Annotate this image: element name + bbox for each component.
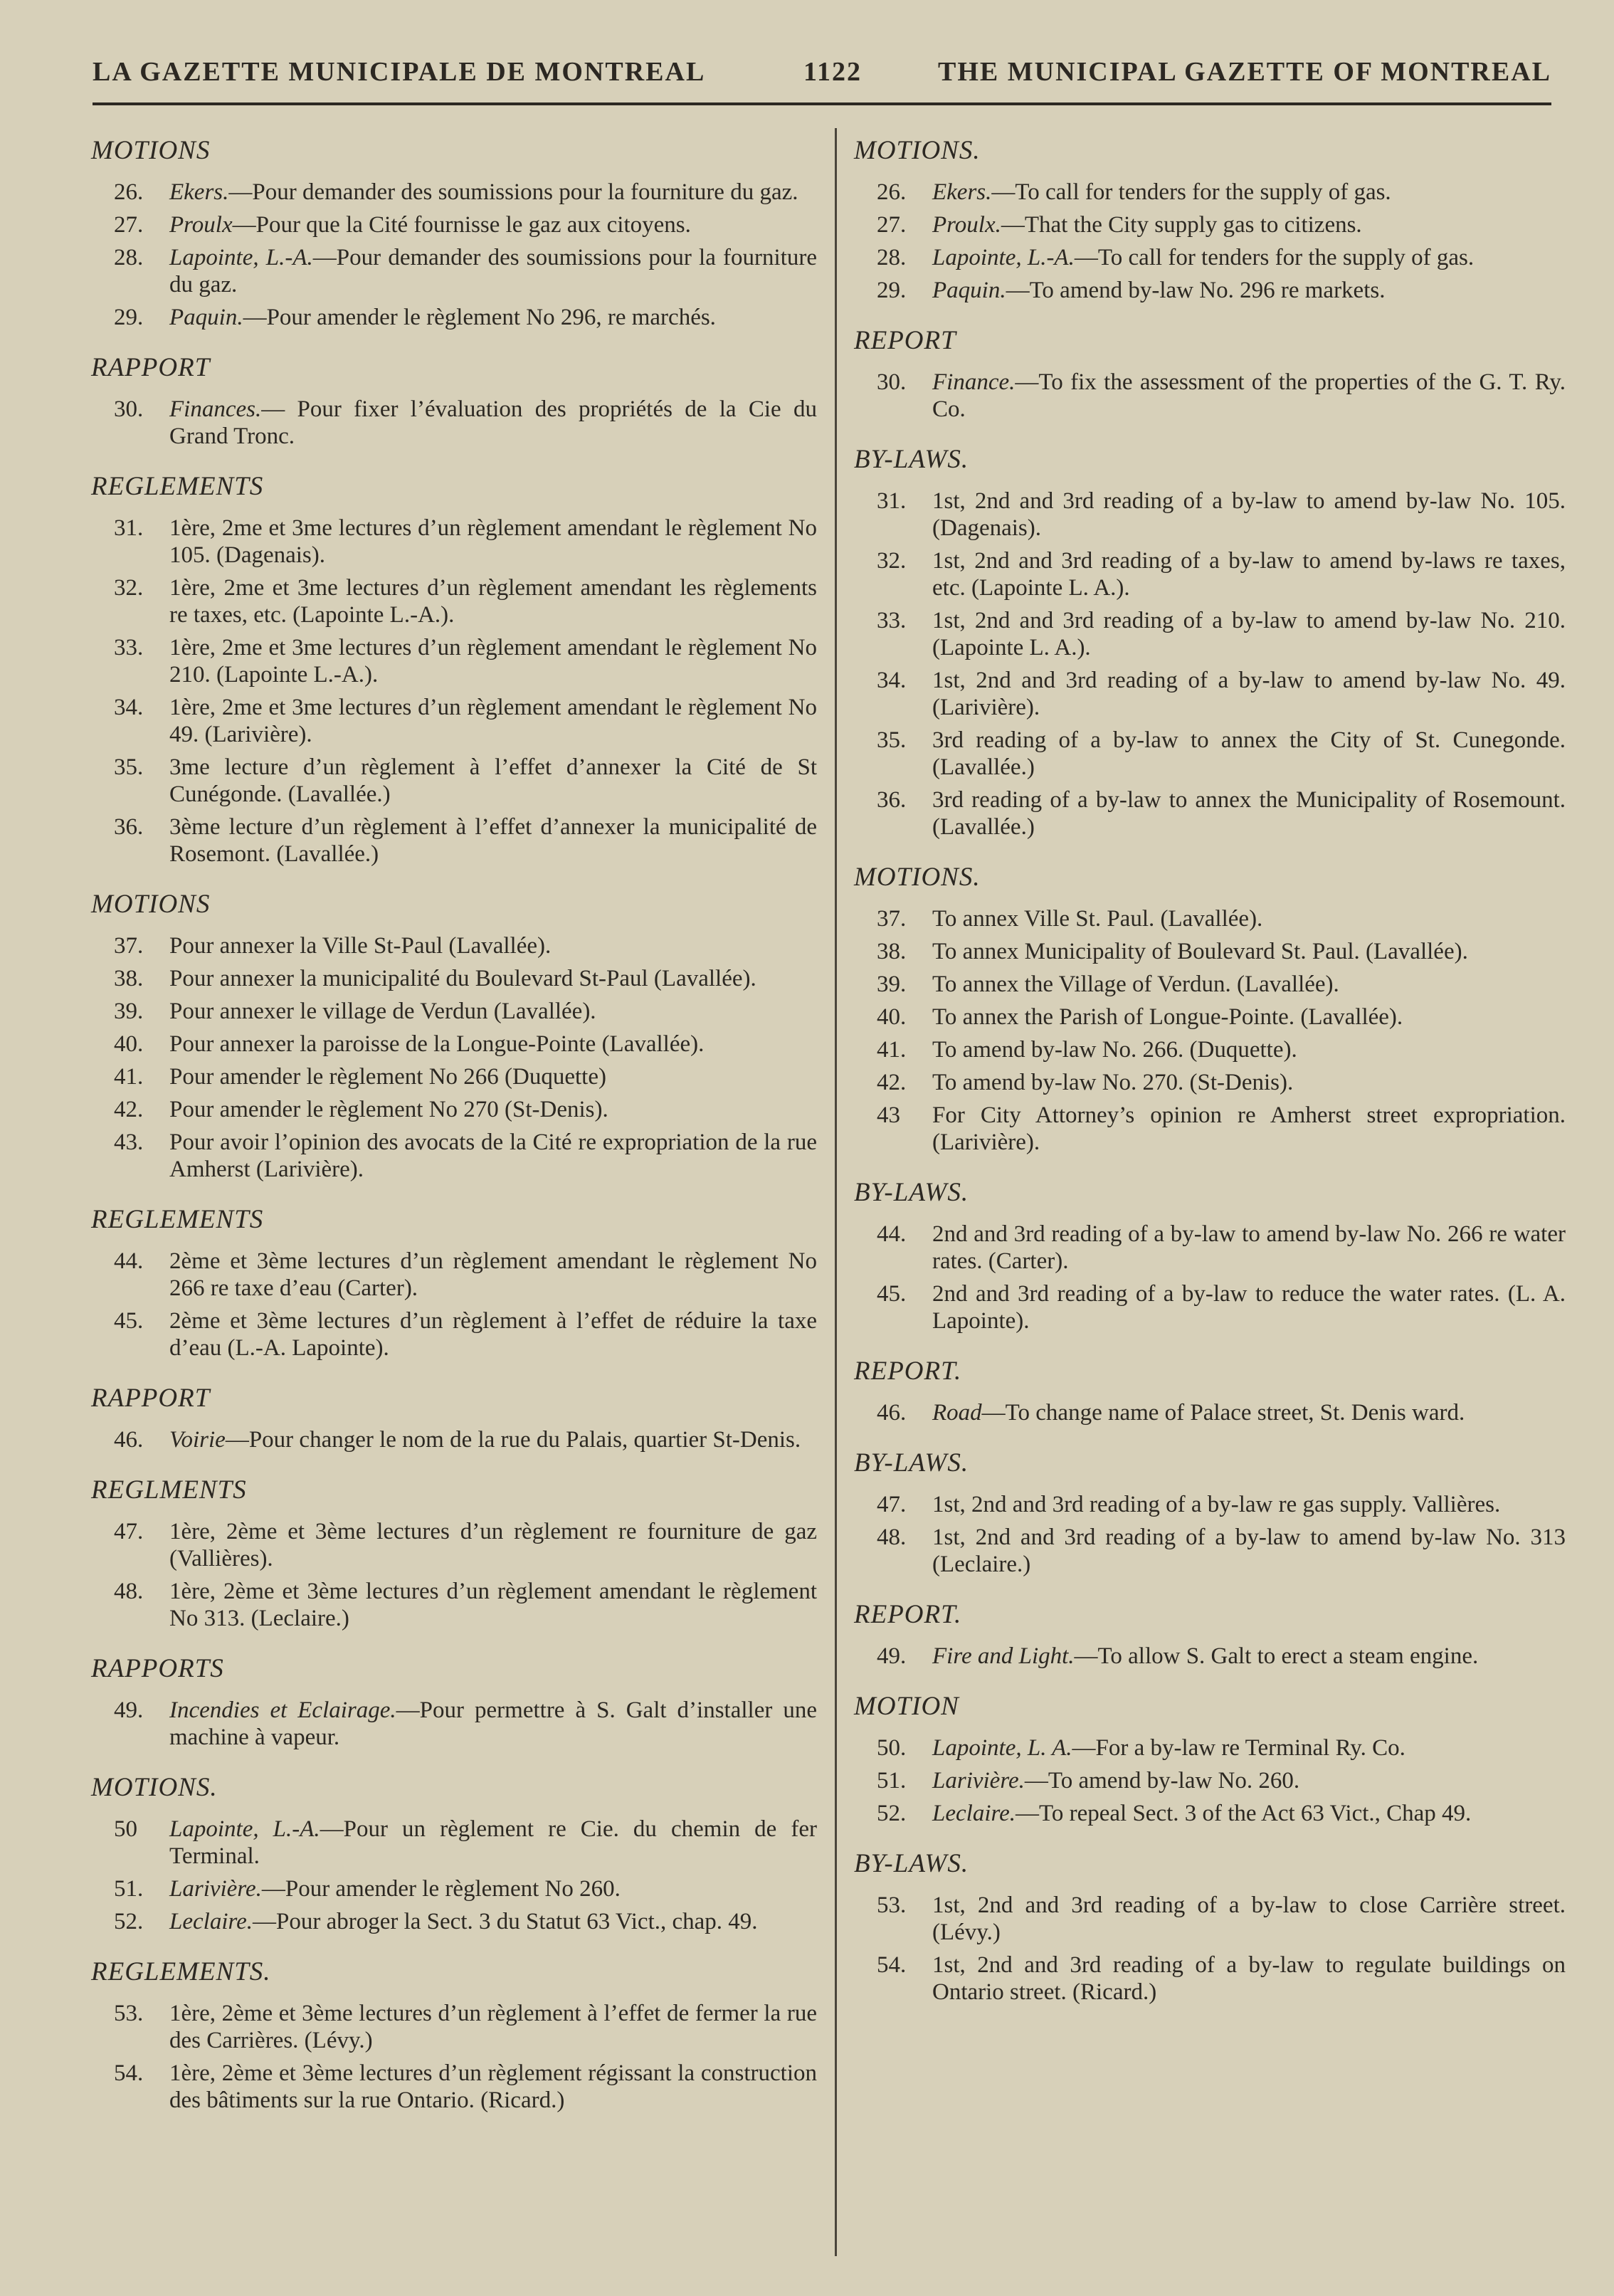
item-description: 1ère, 2me et 3me lectures d’un règlement amendant le règlement No 49. (Larivière). <box>169 695 817 747</box>
french-section-heading: RAPPORT <box>91 1384 211 1413</box>
item-mover-name: Lapointe, L.-A. <box>169 1816 320 1842</box>
item-number: 30. <box>114 396 144 422</box>
item-text <box>169 965 817 992</box>
item-number: 51. <box>114 1876 144 1902</box>
item-description: To annex the Village of Verdun. (Lavallée). <box>932 971 1339 997</box>
item-description: 1st, 2nd and 3rd reading of a by-law to amend by-law No. 105. (Dagenais). <box>932 488 1566 541</box>
item-description: —That the City supply gas to citizens. <box>1001 212 1362 238</box>
item-description: 2ème et 3ème lectures d’un règlement amendant le règlement No 266 re taxe d’eau (Carter). <box>169 1248 817 1301</box>
english-agenda-item <box>854 1069 1566 1096</box>
french-agenda-item <box>91 304 817 331</box>
item-mover-name: Paquin. <box>932 278 1006 303</box>
item-description: 1st, 2nd and 3rd reading of a by-law to regulate buildings on Ontario street. (Ricard.) <box>932 1952 1566 2005</box>
item-number: 32. <box>877 548 907 574</box>
english-section-heading: BY-LAWS. <box>854 1448 969 1478</box>
item-description: 2nd and 3rd reading of a by-law to reduce the water rates. (L. A. Lapointe). <box>932 1281 1566 1334</box>
english-agenda-item <box>854 1004 1566 1031</box>
item-text <box>169 1129 817 1183</box>
item-number: 41. <box>877 1037 907 1063</box>
french-agenda-item <box>91 1096 817 1123</box>
item-description: —To change name of Palace street, St. Denis ward. <box>981 1400 1465 1426</box>
item-number: 34. <box>877 668 907 693</box>
item-text <box>932 786 1566 841</box>
french-agenda-item <box>91 754 817 808</box>
item-description: 3rd reading of a by-law to annex the Municipality of Rosemount. (Lavallée.) <box>932 787 1566 840</box>
english-agenda-item <box>854 1221 1566 1275</box>
item-number: 26. <box>114 179 144 205</box>
item-number: 36. <box>877 787 907 813</box>
item-text <box>932 607 1566 661</box>
item-number: 52. <box>114 1909 144 1934</box>
french-agenda-item <box>91 244 817 298</box>
french-section-heading: MOTIONS. <box>91 1773 218 1802</box>
item-text <box>932 547 1566 601</box>
french-agenda-item <box>91 2000 817 2054</box>
item-description: To annex Ville St. Paul. (Lavallée). <box>932 906 1263 932</box>
french-agenda-item <box>91 965 817 992</box>
english-agenda-item <box>854 1767 1566 1794</box>
item-number: 49. <box>114 1697 144 1723</box>
item-text <box>169 211 817 238</box>
item-text <box>932 1280 1566 1334</box>
item-mover-name: Ekers. <box>169 179 229 205</box>
english-section-heading: REPORT. <box>854 1357 962 1386</box>
item-mover-name: Lapointe, L.-A. <box>169 245 313 270</box>
item-description: —Pour abroger la Sect. 3 du Statut 63 Vict., chap. 49. <box>253 1909 758 1934</box>
item-description: —Pour demander des soumissions pour la fourniture du gaz. <box>228 179 798 205</box>
item-text <box>932 667 1566 721</box>
header-title-english: THE MUNICIPAL GAZETTE OF MONTREAL <box>938 57 1551 87</box>
item-description: —To allow S. Galt to erect a steam engine. <box>1074 1643 1479 1669</box>
item-mover-name: Larivière. <box>932 1768 1025 1794</box>
french-agenda-item <box>91 813 817 868</box>
english-section-heading: BY-LAWS. <box>854 1178 969 1207</box>
item-description: 1ère, 2me et 3me lectures d’un règlement amendant le règlement No 210. (Lapointe L.-A.). <box>169 635 817 688</box>
item-text <box>932 1069 1566 1096</box>
french-agenda-item <box>91 1578 817 1632</box>
item-description: 1st, 2nd and 3rd reading of a by-law to amend by-laws re taxes, etc. (Lapointe L. A.). <box>932 548 1566 601</box>
english-agenda-item <box>854 607 1566 661</box>
item-number: 37. <box>877 906 907 932</box>
item-number: 32. <box>114 575 144 601</box>
item-number: 54. <box>114 2060 144 2086</box>
item-mover-name: Paquin. <box>169 305 243 330</box>
item-number: 34. <box>114 695 144 720</box>
item-text <box>932 1892 1566 1946</box>
item-description: For City Attorney’s opinion re Amherst street expropriation. (Larivière). <box>932 1102 1566 1155</box>
header-title-french: LA GAZETTE MUNICIPALE DE MONTREAL <box>93 57 706 87</box>
item-number: 44. <box>877 1221 907 1247</box>
item-description: —Pour demander des soumissions pour la fourniture du gaz. <box>169 245 817 297</box>
item-mover-name: Road <box>932 1400 982 1426</box>
item-text <box>169 1031 817 1058</box>
item-text <box>932 1734 1566 1762</box>
item-number: 52. <box>877 1801 907 1826</box>
english-agenda-item <box>854 369 1566 423</box>
item-text <box>169 1518 817 1572</box>
english-agenda-item <box>854 1280 1566 1334</box>
item-text <box>932 1643 1566 1670</box>
item-text <box>932 211 1566 238</box>
english-agenda-item <box>854 938 1566 965</box>
item-text <box>932 1004 1566 1031</box>
english-agenda-item <box>854 1800 1566 1827</box>
item-number: 45. <box>877 1281 907 1307</box>
item-description: 1st, 2nd and 3rd reading of a by-law to amend by-law No. 313 (Leclaire.) <box>932 1524 1566 1577</box>
item-mover-name: Voirie <box>169 1427 226 1453</box>
english-agenda-item <box>854 971 1566 998</box>
item-description: 1ère, 2ème et 3ème lectures d’un règlement re fourniture de gaz (Vallières). <box>169 1519 817 1571</box>
item-text <box>169 244 817 298</box>
english-agenda-item <box>854 1892 1566 1946</box>
item-description: —Pour permettre à S. Galt d’installer une machine à vapeur. <box>169 1697 817 1750</box>
item-number: 53. <box>877 1892 907 1918</box>
item-text <box>169 1096 817 1123</box>
french-section-heading: REGLEMENTS <box>91 472 264 501</box>
french-agenda-item <box>91 1248 817 1302</box>
item-number: 40. <box>114 1031 144 1057</box>
item-number: 40. <box>877 1004 907 1030</box>
item-number: 46. <box>877 1400 907 1426</box>
english-agenda-item <box>854 905 1566 932</box>
item-number: 43 <box>877 1102 900 1128</box>
item-number: 28. <box>877 245 907 270</box>
item-text <box>932 938 1566 965</box>
item-text <box>932 1800 1566 1827</box>
item-text <box>169 813 817 868</box>
item-text <box>169 1578 817 1632</box>
english-agenda-item <box>854 179 1566 206</box>
english-agenda-item <box>854 1102 1566 1156</box>
french-agenda-item <box>91 1426 817 1453</box>
item-number: 39. <box>877 971 907 997</box>
french-agenda-item <box>91 515 817 569</box>
item-number: 39. <box>114 999 144 1024</box>
english-section-heading: REPORT <box>854 326 956 355</box>
item-text <box>169 396 817 450</box>
item-text <box>932 1952 1566 2006</box>
item-text <box>169 1248 817 1302</box>
item-number: 46. <box>114 1427 144 1453</box>
item-text <box>932 1102 1566 1156</box>
item-description: 1st, 2nd and 3rd reading of a by-law to amend by-law No. 210. (Lapointe L. A.). <box>932 608 1566 660</box>
item-description: 3rd reading of a by-law to annex the City of St. Cunegonde. (Lavallée.) <box>932 727 1566 780</box>
english-agenda-item <box>854 488 1566 542</box>
item-description: 2ème et 3ème lectures d’un règlement à l’effet de réduire la taxe d’eau (L.-A. Lapointe). <box>169 1308 817 1361</box>
item-description: —To repeal Sect. 3 of the Act 63 Vict., Chap 49. <box>1016 1801 1472 1826</box>
french-agenda-item <box>91 574 817 628</box>
item-description: 1ère, 2ème et 3ème lectures d’un règlement amendant le règlement No 313. (Leclaire.) <box>169 1579 817 1631</box>
item-number: 27. <box>877 212 907 238</box>
french-agenda-item <box>91 1063 817 1090</box>
item-number: 35. <box>877 727 907 753</box>
item-mover-name: Larivière. <box>169 1876 262 1902</box>
item-text <box>932 277 1566 304</box>
item-text <box>169 574 817 628</box>
item-number: 42. <box>877 1070 907 1095</box>
item-text <box>932 1399 1566 1426</box>
english-agenda-item <box>854 1399 1566 1426</box>
item-number: 28. <box>114 245 144 270</box>
item-description: Pour annexer la paroisse de la Longue-Pointe (Lavallée). <box>169 1031 705 1057</box>
french-section-heading: RAPPORT <box>91 353 211 382</box>
item-description: 1st, 2nd and 3rd reading of a by-law re gas supply. Vallières. <box>932 1492 1501 1517</box>
item-mover-name: Finances. <box>169 396 262 422</box>
item-mover-name: Proulx <box>169 212 233 238</box>
item-description: — Pour fixer l’évaluation des propriétés de la Cie du Grand Tronc. <box>169 396 817 449</box>
page-number: 1122 <box>803 57 862 87</box>
item-text <box>169 1908 817 1935</box>
item-number: 38. <box>114 966 144 991</box>
item-mover-name: Finance. <box>932 369 1016 395</box>
english-agenda-item <box>854 1491 1566 1518</box>
item-description: 1ère, 2me et 3me lectures d’un règlement amendant le règlement No 105. (Dagenais). <box>169 515 817 568</box>
item-description: —For a by-law re Terminal Ry. Co. <box>1072 1735 1405 1761</box>
item-text <box>169 2060 817 2114</box>
item-number: 50. <box>877 1735 907 1761</box>
item-mover-name: Lapointe, L. A. <box>932 1735 1072 1761</box>
french-agenda-item <box>91 1129 817 1183</box>
english-agenda-item <box>854 1734 1566 1762</box>
item-number: 33. <box>114 635 144 660</box>
item-number: 38. <box>877 939 907 964</box>
item-number: 41. <box>114 1064 144 1090</box>
item-text <box>169 998 817 1025</box>
item-text <box>932 1767 1566 1794</box>
english-section-heading: MOTION <box>854 1692 959 1721</box>
item-mover-name: Lapointe, L.-A. <box>932 245 1075 270</box>
item-description: 3ème lecture d’un règlement à l’effet d’annexer la municipalité de Rosemont. (Lavallée.) <box>169 814 817 867</box>
item-text <box>932 727 1566 781</box>
french-agenda-item <box>91 1875 817 1902</box>
english-section-heading: MOTIONS. <box>854 863 981 892</box>
item-description: To amend by-law No. 270. (St-Denis). <box>932 1070 1294 1095</box>
french-agenda-item <box>91 1518 817 1572</box>
item-text <box>169 1426 817 1453</box>
item-description: —Pour amender le règlement No 296, re marchés. <box>243 305 716 330</box>
item-mover-name: Proulx. <box>932 212 1001 238</box>
item-text <box>169 694 817 748</box>
column-divider <box>835 128 837 2256</box>
item-number: 43. <box>114 1129 144 1155</box>
french-agenda-item <box>91 1816 817 1870</box>
item-number: 27. <box>114 212 144 238</box>
item-text <box>932 905 1566 932</box>
item-text <box>169 304 817 331</box>
item-description: 1ère, 2me et 3me lectures d’un règlement amendant les règlements re taxes, etc. (Lapointe L.-A.). <box>169 575 817 628</box>
item-description: 1ère, 2ème et 3ème lectures d’un règlement régissant la construction des bâtiments sur la rue Ontario. (Ricard.) <box>169 2060 817 2113</box>
item-text <box>932 1524 1566 1578</box>
item-number: 49. <box>877 1643 907 1669</box>
french-agenda-item <box>91 1307 817 1362</box>
page-header <box>93 47 1551 97</box>
item-text <box>932 488 1566 542</box>
item-description: Pour amender le règlement No 266 (Duquette) <box>169 1064 606 1090</box>
english-section-heading: REPORT. <box>854 1600 962 1629</box>
item-description: Pour annexer la municipalité du Boulevard St-Paul (Lavallée). <box>169 966 756 991</box>
item-number: 54. <box>877 1952 907 1978</box>
item-text <box>169 754 817 808</box>
french-agenda-item <box>91 1697 817 1751</box>
english-section-heading: MOTIONS. <box>854 136 981 165</box>
item-text <box>169 634 817 688</box>
english-agenda-item <box>854 211 1566 238</box>
item-description: 1ère, 2ème et 3ème lectures d’un règlement à l’effet de fermer la rue des Carrières. (Lévy.) <box>169 2001 817 2053</box>
english-agenda-item <box>854 277 1566 304</box>
item-text <box>169 2000 817 2054</box>
item-mover-name: Incendies et Eclairage. <box>169 1697 396 1723</box>
item-number: 53. <box>114 2001 144 2026</box>
french-agenda-item <box>91 932 817 959</box>
item-text <box>169 1697 817 1751</box>
item-text <box>169 1063 817 1090</box>
english-section-heading: BY-LAWS. <box>854 1849 969 1878</box>
item-number: 26. <box>877 179 907 205</box>
item-description: —To amend by-law No. 260. <box>1024 1768 1300 1794</box>
item-description: Pour avoir l’opinion des avocats de la Cité re expropriation de la rue Amherst (Larivière). <box>169 1129 817 1182</box>
french-agenda-item <box>91 998 817 1025</box>
item-description: 1st, 2nd and 3rd reading of a by-law to close Carrière street. (Lévy.) <box>932 1892 1566 1945</box>
item-description: —Pour un règlement re Cie. du chemin de fer Terminal. <box>169 1816 817 1869</box>
english-agenda-item <box>854 1643 1566 1670</box>
item-description: —Pour que la Cité fournisse le gaz aux citoyens. <box>232 212 691 238</box>
english-agenda-item <box>854 786 1566 841</box>
item-text <box>169 1875 817 1902</box>
item-number: 45. <box>114 1308 144 1334</box>
item-number: 36. <box>114 814 144 840</box>
item-description: To amend by-law No. 266. (Duquette). <box>932 1037 1297 1063</box>
item-mover-name: Ekers. <box>932 179 992 205</box>
item-number: 31. <box>877 488 907 514</box>
french-section-heading: REGLEMENTS. <box>91 1957 271 1986</box>
item-text <box>169 932 817 959</box>
item-description: —To call for tenders for the supply of gas. <box>1074 245 1475 270</box>
english-column <box>854 128 1566 2011</box>
item-text <box>169 1307 817 1362</box>
item-description: —To fix the assessment of the properties of the G. T. Ry. Co. <box>932 369 1566 422</box>
french-section-heading: MOTIONS <box>91 136 211 165</box>
item-number: 48. <box>114 1579 144 1604</box>
item-description: To annex the Parish of Longue-Pointe. (Lavallée). <box>932 1004 1403 1030</box>
item-number: 29. <box>114 305 144 330</box>
item-description: —To call for tenders for the supply of gas. <box>991 179 1391 205</box>
item-text <box>932 1221 1566 1275</box>
item-description: Pour annexer le village de Verdun (Lavallée). <box>169 999 596 1024</box>
item-description: —Pour changer le nom de la rue du Palais, quartier St-Denis. <box>225 1427 801 1453</box>
item-number: 35. <box>114 754 144 780</box>
french-agenda-item <box>91 179 817 206</box>
item-number: 29. <box>877 278 907 303</box>
item-description: —Pour amender le règlement No 260. <box>261 1876 621 1902</box>
item-mover-name: Leclaire. <box>169 1909 253 1934</box>
french-section-heading: REGLEMENTS <box>91 1205 264 1234</box>
item-number: 47. <box>877 1492 907 1517</box>
item-number: 47. <box>114 1519 144 1544</box>
french-section-heading: MOTIONS <box>91 890 211 919</box>
item-mover-name: Fire and Light. <box>932 1643 1075 1669</box>
item-description: To annex Municipality of Boulevard St. Paul. (Lavallée). <box>932 939 1468 964</box>
item-number: 51. <box>877 1768 907 1794</box>
item-number: 50 <box>114 1816 137 1842</box>
item-number: 31. <box>114 515 144 541</box>
english-agenda-item <box>854 727 1566 781</box>
item-text <box>932 1491 1566 1518</box>
item-text <box>932 1036 1566 1063</box>
english-agenda-item <box>854 667 1566 721</box>
item-number: 48. <box>877 1524 907 1550</box>
english-agenda-item <box>854 1952 1566 2006</box>
item-text <box>932 244 1566 271</box>
item-number: 30. <box>877 369 907 395</box>
item-number: 42. <box>114 1097 144 1122</box>
french-agenda-item <box>91 2060 817 2114</box>
item-text <box>169 1816 817 1870</box>
item-description: 2nd and 3rd reading of a by-law to amend by-law No. 266 re water rates. (Carter). <box>932 1221 1566 1274</box>
english-section-heading: BY-LAWS. <box>854 445 969 474</box>
item-text <box>169 179 817 206</box>
item-text <box>932 971 1566 998</box>
english-agenda-item <box>854 1036 1566 1063</box>
english-agenda-item <box>854 547 1566 601</box>
item-number: 37. <box>114 933 144 959</box>
french-agenda-item <box>91 634 817 688</box>
french-section-heading: REGLMENTS <box>91 1475 247 1505</box>
french-agenda-item <box>91 396 817 450</box>
header-rule <box>93 102 1551 105</box>
french-column <box>91 128 817 2119</box>
english-agenda-item <box>854 1524 1566 1578</box>
french-section-heading: RAPPORTS <box>91 1654 224 1683</box>
french-agenda-item <box>91 1031 817 1058</box>
item-description: Pour annexer la Ville St-Paul (Lavallée). <box>169 933 552 959</box>
item-description: 1st, 2nd and 3rd reading of a by-law to amend by-law No. 49. (Larivière). <box>932 668 1566 720</box>
french-agenda-item <box>91 211 817 238</box>
item-description: —To amend by-law No. 296 re markets. <box>1006 278 1386 303</box>
item-number: 33. <box>877 608 907 633</box>
english-agenda-item <box>854 244 1566 271</box>
item-mover-name: Leclaire. <box>932 1801 1016 1826</box>
item-text <box>932 369 1566 423</box>
item-text <box>932 179 1566 206</box>
french-agenda-item <box>91 694 817 748</box>
item-description: 3me lecture d’un règlement à l’effet d’annexer la Cité de St Cunégonde. (Lavallée.) <box>169 754 817 807</box>
item-description: Pour amender le règlement No 270 (St-Denis). <box>169 1097 608 1122</box>
french-agenda-item <box>91 1908 817 1935</box>
item-number: 44. <box>114 1248 144 1274</box>
item-text <box>169 515 817 569</box>
